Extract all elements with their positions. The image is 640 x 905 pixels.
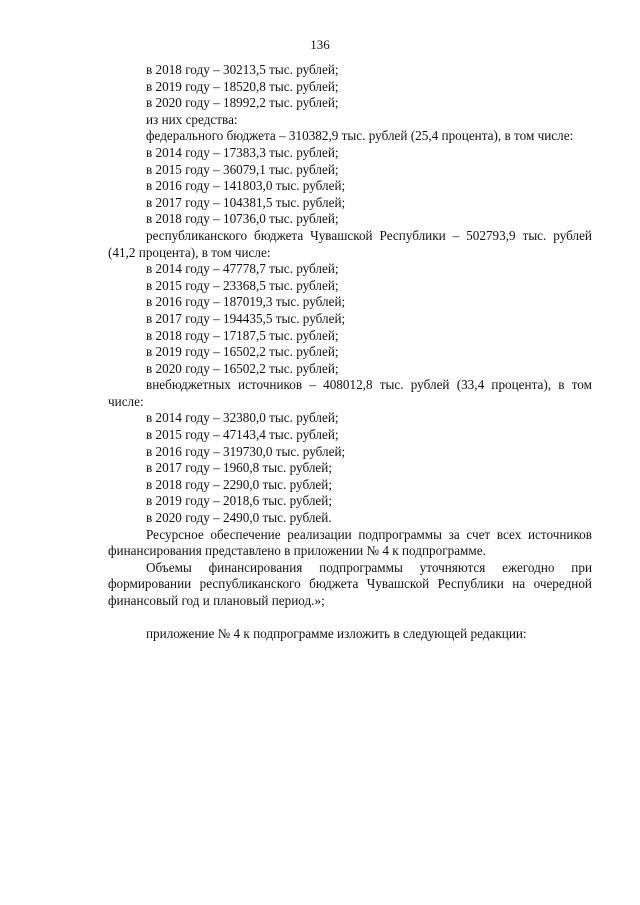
extra-line-2014: в 2014 году – 32380,0 тыс. рублей; — [146, 410, 339, 426]
republic-line-2019: в 2019 году – 16502,2 тыс. рублей; — [146, 344, 339, 360]
extrabudgetary-intro: внебюджетных источников – 408012,8 тыс. рублей (33,4 процента), в том числе: — [108, 377, 592, 409]
federal-line-2015: в 2015 году – 36079,1 тыс. рублей; — [146, 161, 339, 177]
republic-budget-intro: республиканского бюджета Чувашской Республики – 502793,9 тыс. рублей (41,2 процента), в том числе: — [108, 227, 592, 260]
republic-line-2016: в 2016 году – 187019,3 тыс. рублей; — [146, 294, 346, 310]
federal-line-2016: в 2016 году – 141803,0 тыс. рублей; — [146, 178, 346, 194]
document-body — [108, 62, 592, 643]
sources-heading: из них средства: — [146, 111, 238, 127]
page-number: 136 — [310, 37, 330, 52]
federal-line-2018: в 2018 году – 10736,0 тыс. рублей; — [146, 211, 339, 227]
extra-line-2019: в 2019 году – 2018,6 тыс. рублей; — [146, 493, 332, 509]
paragraph-gap — [108, 610, 592, 627]
republic-line-2014: в 2014 году – 47778,7 тыс. рублей; — [146, 261, 339, 277]
volumes-paragraph: Объемы финансирования подпрограммы уточняются ежегодно при формировании республиканского бюджета Чувашской Республики на очередной финансовый год и плановый период.»; — [108, 559, 592, 608]
funding-line-2018: в 2018 году – 30213,5 тыс. рублей; — [146, 62, 339, 77]
extra-line-2020: в 2020 году – 2490,0 тыс. рублей. — [146, 510, 332, 526]
republic-line-2020: в 2020 году – 16502,2 тыс. рублей; — [146, 360, 339, 376]
republic-line-2015: в 2015 году – 23368,5 тыс. рублей; — [146, 277, 339, 293]
extra-line-2018: в 2018 году – 2290,0 тыс. рублей; — [146, 476, 332, 492]
extra-line-2016: в 2016 году – 319730,0 тыс. рублей; — [146, 443, 346, 459]
federal-budget-intro: федерального бюджета – 310382,9 тыс. рублей (25,4 процента), в том числе: — [146, 128, 574, 144]
republic-line-2017: в 2017 году – 194435,5 тыс. рублей; — [146, 310, 346, 326]
funding-line-2020: в 2020 году – 18992,2 тыс. рублей; — [146, 95, 339, 111]
extra-line-2017: в 2017 году – 1960,8 тыс. рублей; — [146, 460, 332, 476]
federal-line-2014: в 2014 году – 17383,3 тыс. рублей; — [146, 144, 339, 160]
federal-line-2017: в 2017 году – 104381,5 тыс. рублей; — [146, 194, 346, 210]
republic-line-2018: в 2018 году – 17187,5 тыс. рублей; — [146, 327, 339, 343]
resource-paragraph: Ресурсное обеспечение реализации подпрограммы за счет всех источников финансирования представлено в приложении № 4 к подпрограмме. — [108, 526, 592, 559]
extra-line-2015: в 2015 году – 47143,4 тыс. рублей; — [146, 427, 339, 443]
appendix-instruction: приложение № 4 к подпрограмме изложить в следующей редакции: — [146, 626, 527, 642]
funding-line-2019: в 2019 году – 18520,8 тыс. рублей; — [146, 78, 339, 94]
